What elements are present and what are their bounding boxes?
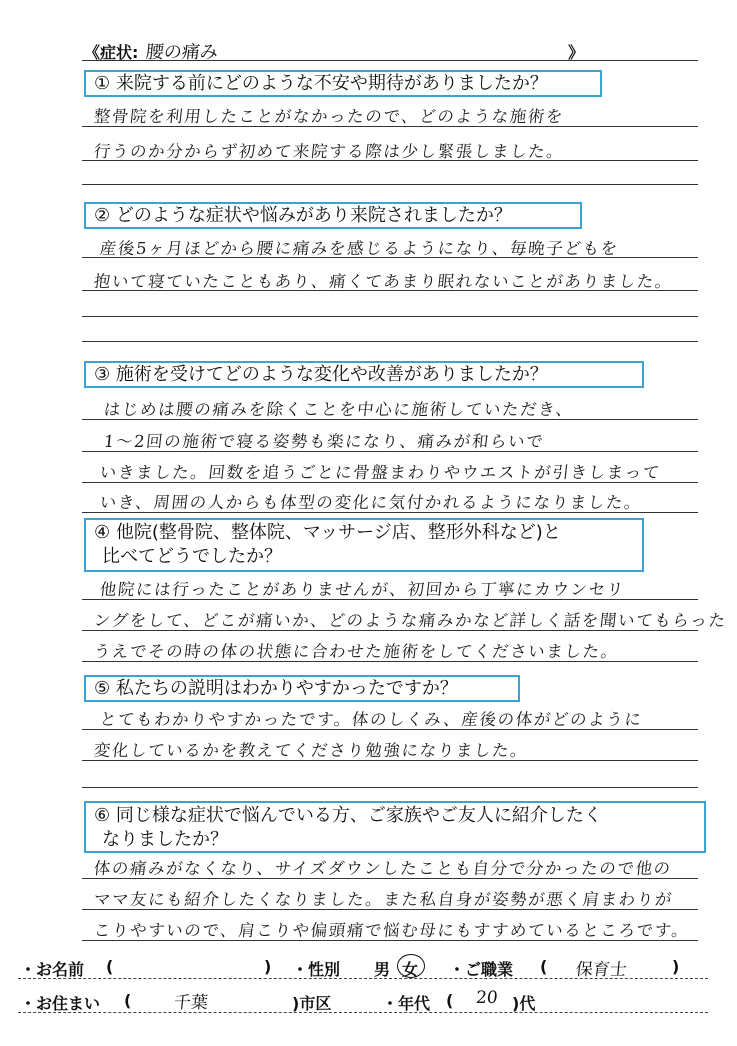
name-open-paren: ( (106, 957, 114, 976)
rule-line (82, 630, 698, 631)
answer-3-line-3: いきました。回数を追うごとに骨盤まわりやウエストが引きしまって (98, 463, 662, 482)
question-3-title: ③ 施術を受けてどのような変化や改善がありましたか？ (94, 364, 548, 385)
question-4-box (84, 518, 644, 572)
answer-2-line-1: 産後5ヶ月ほどから腰に痛みを感じるようになり、毎晩子どもを (98, 239, 620, 258)
rule-line (82, 451, 698, 452)
question-3-box (84, 361, 644, 388)
question-6-box (84, 801, 706, 853)
rule-line (82, 878, 698, 879)
answer-3-line-1: はじめは腰の痛みを除くことを中心に施術していただき、 (102, 400, 575, 419)
rule-line (82, 290, 698, 291)
answer-3-line-2: 1〜2回の施術で寝る姿勢も楽になり、痛みが和らいで (102, 432, 546, 451)
gender-male: 男 (374, 960, 391, 979)
name-label: ・お名前 (20, 960, 85, 979)
age-value: 20 (474, 988, 499, 1008)
rule-line (82, 257, 698, 258)
question-6-title-line-2: なりましたか？ (102, 829, 228, 850)
question-4-title-line-1: ④ 他院(整骨院、整体院、マッサージ店、整形外科など)と (94, 522, 561, 543)
answer-4-line-1: 他院には行ったことがありませんが、初回から丁寧にカウンセリ (98, 580, 626, 599)
age-label: ・年代 (382, 994, 431, 1013)
answer-1-line-1: 整骨院を利用したことがなかったので、どのような施術を (92, 107, 566, 126)
symptom-underline (82, 60, 698, 61)
answer-4-line-2: ングをして、どこが痛いか、どのような痛みかなど詳しく話を聞いてもらった (92, 611, 728, 630)
rule-line (82, 787, 698, 788)
address-suffix: )市区 (292, 994, 332, 1013)
rule-line (82, 909, 698, 910)
name-close-paren: ) (264, 957, 272, 976)
job-value: 保育士 (574, 960, 628, 980)
job-close-paren: ) (672, 957, 680, 976)
question-6-title-line-1: ⑥ 同じ様な症状で悩んでいる方、ご家族やご友人に紹介したく (94, 805, 602, 826)
rule-line (82, 184, 698, 185)
question-1-box (84, 70, 602, 97)
rule-line (82, 661, 698, 662)
gender-label: ・性別 (292, 960, 341, 979)
answer-6-line-1: 体の痛みがなくなり、サイズダウンしたことも自分で分かったので他の (92, 859, 673, 878)
answer-1-line-2: 行うのか分からず初めて来院する際は少し緊張しました。 (92, 142, 566, 161)
question-5-box (84, 675, 520, 702)
rule-line (82, 729, 698, 730)
address-open-paren: ( (124, 991, 132, 1010)
rule-line (82, 760, 698, 761)
answer-6-line-3: こりやすいので、肩こりや偏頭痛で悩む母にもすすめているところです。 (92, 921, 691, 940)
question-4-title-line-2: 比べてどうでしたか？ (102, 546, 282, 567)
symptom-value: 腰の痛み (144, 42, 219, 63)
gender-female: 女 (402, 960, 419, 979)
age-suffix: )代 (512, 994, 536, 1013)
answer-5-line-2: 変化しているかを教えてくださり勉強になりました。 (92, 741, 530, 760)
address-label: ・お住まい (20, 994, 101, 1013)
question-2-title: ② どのような症状や悩みがあり来院されましたか？ (94, 205, 512, 226)
answer-3-line-4: いき、周囲の人からも体型の変化に気付かれるようになりました。 (98, 493, 644, 512)
question-2-box (84, 202, 582, 229)
footer-divider (18, 978, 708, 979)
answer-2-line-2: 抱いて寝ていたこともあり、痛くてあまり眠れないことがありました。 (92, 272, 675, 291)
rule-line (82, 341, 698, 342)
rule-line (82, 940, 698, 941)
question-5-title: ⑤ 私たちの説明はわかりやすかったですか？ (94, 678, 458, 699)
symptom-close: 》 (568, 43, 585, 62)
job-label: ・ご職業 (449, 960, 514, 979)
symptom-label: 《症状: (84, 43, 139, 62)
rule-line (82, 316, 698, 317)
answer-5-line-1: とてもわかりやすかったです。体のしくみ、産後の体がどのように (98, 710, 644, 729)
rule-line (82, 512, 698, 513)
question-1-title: ① 来院する前にどのような不安や期待がありましたか？ (94, 73, 548, 94)
answer-4-line-3: うえでその時の体の状態に合わせた施術をしてくださいました。 (92, 642, 620, 661)
rule-line (82, 599, 698, 600)
rule-line (82, 126, 698, 127)
rule-line (82, 482, 698, 483)
answer-6-line-2: ママ友にも紹介したくなりました。また私自身が姿勢が悪く肩まわりが (92, 890, 675, 909)
address-value: 千葉 (172, 993, 209, 1013)
rule-line (82, 419, 698, 420)
rule-line (82, 160, 698, 161)
footer-divider (18, 1012, 708, 1013)
job-open-paren: ( (540, 957, 548, 976)
age-open-paren: ( (446, 991, 454, 1010)
